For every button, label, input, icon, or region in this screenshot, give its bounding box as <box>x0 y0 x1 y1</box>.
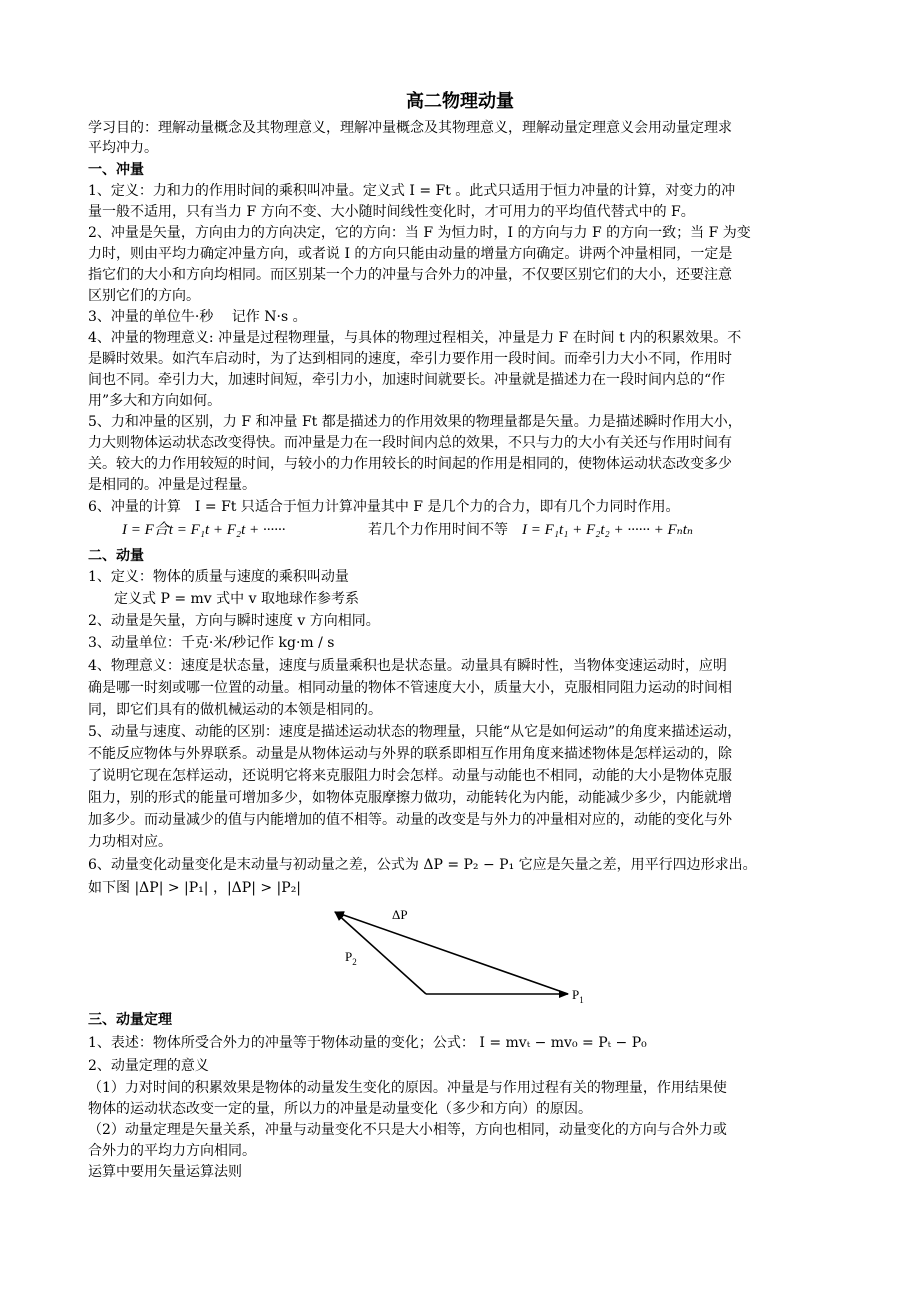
impulse-unit-line: 3、冲量的单位牛·秒 记作 N·s 。 <box>88 309 307 325</box>
theorem-meaning-1-line: （1）力对时间的积累效果是物体的动量发生变化的原因。冲量是与作用过程有关的物理量，作用结果使 <box>88 1080 727 1096</box>
theorem-meaning-1-line: 物体的运动状态改变一定的量，所以力的冲量是动量变化（多少和方向）的原因。 <box>88 1101 592 1117</box>
momentum-change-line: 6、动量变化动量变化是末动量与初动量之差，公式为 ΔP = P₂ − P₁ 它应是矢量之差，用平行四边形求出。 <box>88 857 757 873</box>
page-title: 高二物理动量 <box>406 91 514 112</box>
impulse-vector-line: 2、冲量是矢量，方向由力的方向决定，它的方向：当 F 为恒力时，I 的方向与力 F 的方向一致；当 F 为变 <box>88 225 751 241</box>
theorem-meaning-2-line: 合外力的平均力方向相同。 <box>88 1143 256 1159</box>
momentum-vector-line: 2、动量是矢量，方向与瞬时速度 v 方向相同。 <box>88 613 380 629</box>
section-heading-impulse: 一、冲量 <box>88 162 144 178</box>
impulse-meaning-line: 用”多大和方向如何。 <box>88 393 222 409</box>
impulse-sum-formula: I = F合t = F₁t + F₂t + ······ <box>122 522 286 538</box>
goal-line-2: 平均冲力。 <box>88 140 158 156</box>
impulse-meaning-line: 4、冲量的物理意义: 冲量是过程物理量，与具体的物理过程相关，冲量是力 F 在时间 t 内的积累效果。不 <box>88 330 742 346</box>
impulse-definition-line: 1、定义：力和力的作用时间的乘积叫冲量。定义式 I = Ft 。此式只适用于恒力冲量的计算，对变力的冲 <box>88 183 736 199</box>
impulse-meaning-line: 是瞬时效果。如汽车启动时，为了达到相同的速度，牵引力要作用一段时间。而牵引力大小不同，作用时 <box>88 351 732 367</box>
momentum-formula-line: 定义式 P = mv 式中 v 取地球作参考系 <box>114 591 359 607</box>
force-impulse-diff-line: 5、力和冲量的区别，力 F 和冲量 Ft 都是描述力的作用效果的物理量都是矢量。力是描述瞬时作用大小， <box>88 414 742 430</box>
theorem-meaning-2-line: （2）动量定理是矢量关系，冲量与动量变化不只是大小相等，方向也相同，动量变化的方向与合外力或 <box>88 1122 727 1138</box>
section-heading-theorem: 三、动量定理 <box>88 1012 172 1028</box>
theorem-statement-line: 1、表述：物体所受合外力的冲量等于物体动量的变化；公式： I = mvₜ − mv₀ = Pₜ − P₀ <box>88 1035 647 1051</box>
momentum-velocity-energy-line: 了说明它现在怎样运动，还说明它将来克服阻力时会怎样。动量与动能也不相同，动能的大小是物体克服 <box>88 768 732 784</box>
impulse-meaning-line: 间也不同。牵引力大，加速时间短，牵引力小，加速时间就要长。冲量就是描述力在一段时间内总的“作 <box>88 372 726 388</box>
momentum-unit-line: 3、动量单位：千克·米/秒记作 kg·m / s <box>88 635 335 651</box>
momentum-meaning-line: 确是哪一时刻或哪一位置的动量。相同动量的物体不管速度大小，质量大小，克服相同阻力运动的时间相 <box>88 680 732 696</box>
momentum-change-inequality: 如下图 |ΔP| > |P₁| ，|ΔP| > |P₂| <box>88 880 302 896</box>
momentum-velocity-energy-line: 5、动量与速度、动能的区别：速度是描述运动状态的物理量，只能“从它是如何运动”的角度来描述运动， <box>88 724 742 740</box>
delta-p-vector-line <box>335 912 568 994</box>
force-impulse-diff-line: 是相同的。冲量是过程量。 <box>88 477 256 493</box>
delta-p-label: ΔP <box>392 907 408 922</box>
force-impulse-diff-line: 力大则物体运动状态改变得快。而冲量是力在一段时间内总的效果，不只与力的大小有关还与作用时间有 <box>88 435 732 451</box>
momentum-velocity-energy-line: 阻力，别的形式的能量可增加多少，如物体克服摩擦力做功，动能转化为内能，动能减少多少，内能就增 <box>88 790 732 806</box>
impulse-definition-line: 量一般不适用，只有当力 F 方向不变、大小随时间线性变化时，才可用力的平均值代替式中的 F。 <box>88 204 695 220</box>
momentum-velocity-energy-line: 不能反应物体与外界联系。动量是从物体运动与外界的联系即相互作用角度来描述物体是怎样运动的，除 <box>88 746 732 762</box>
impulse-vector-line: 区别它们的方向。 <box>88 288 200 304</box>
momentum-velocity-energy-line: 力功相对应。 <box>88 834 172 850</box>
impulse-unequal-time-label: 若几个力作用时间不等 <box>368 522 508 538</box>
momentum-velocity-energy-line: 加多少。而动量减少的值与内能增加的值不相等。动量的改变是与外力的冲量相对应的，动能的变化与外 <box>88 812 732 828</box>
p1-label: $P_1$ <box>572 987 584 1005</box>
momentum-meaning-line: 同，即它们具有的做机械运动的本领是相同的。 <box>88 702 382 718</box>
impulse-vector-line: 力时，则由平均力确定冲量方向，或者说 I 的方向只能由动量的增量方向确定。讲两个冲量相同，一定是 <box>88 246 733 262</box>
section-heading-momentum: 二、动量 <box>88 548 144 564</box>
momentum-definition-line: 1、定义：物体的质量与速度的乘积叫动量 <box>88 569 349 585</box>
force-impulse-diff-line: 关。较大的力作用较短的时间，与较小的力作用较长的时间起的作用是相同的，使物体运动状态改变多少 <box>88 456 732 472</box>
impulse-unequal-time-formula: I = F₁t₁ + F₂t₂ + ······ + Fₙtₙ <box>522 522 693 538</box>
vector-rule-note: 运算中要用矢量运算法则 <box>88 1164 242 1180</box>
vector-triangle-figure <box>320 900 600 1010</box>
impulse-vector-line: 指它们的大小和方向均相同。而区别某一个力的冲量与合外力的冲量，不仅要区别它们的大小，还要注意 <box>88 267 732 283</box>
goal-line-1: 学习目的：理解动量概念及其物理意义，理解冲量概念及其物理意义，理解动量定理意义会用动量定理求 <box>88 120 732 136</box>
momentum-meaning-line: 4、物理意义：速度是状态量，速度与质量乘积也是状态量。动量具有瞬时性，当物体变速运动时，应明 <box>88 658 727 674</box>
p2-label: $P_2$ <box>345 949 357 967</box>
theorem-meaning-heading: 2、动量定理的意义 <box>88 1058 209 1074</box>
impulse-calc-line: 6、冲量的计算 I = Ft 只适合于恒力计算冲量其中 F 是几个力的合力，即有几个力同时作用。 <box>88 499 680 515</box>
